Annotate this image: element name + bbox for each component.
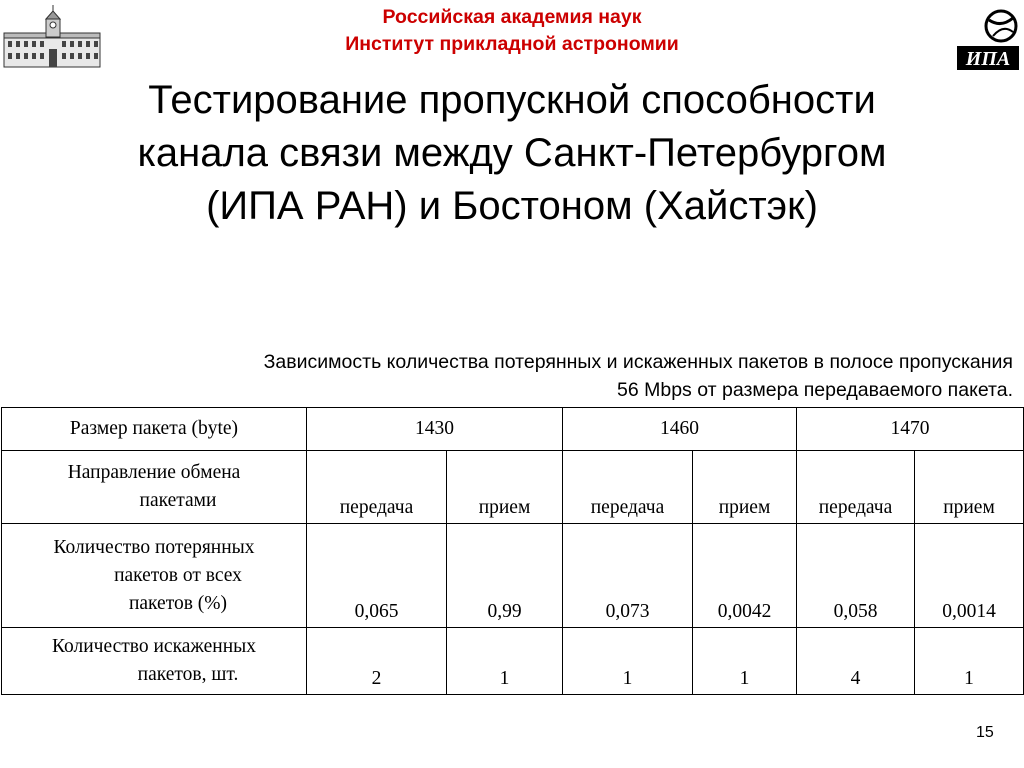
header-line-2: Институт прикладной астрономии [345,33,679,55]
direction-label-cell [2,451,307,524]
lost-value-cell: 0,058 [797,524,915,628]
lost-label-line-1: Количество потерянных [53,536,255,558]
size-1460-cell: 1460 [563,408,797,451]
title-line-3: (ИПА РАН) и Бостоном (Хайстэк) [206,184,818,228]
institution-header [0,4,1024,58]
slide-title [0,74,1024,233]
size-1470-cell: 1470 [797,408,1024,451]
caption-line-2: 56 Mbps от размера передаваемого пакета. [617,379,1013,401]
logo-text: ИПА [965,48,1011,70]
distorted-label-cell [2,628,307,695]
lost-value-cell: 0,065 [307,524,447,628]
ipa-logo-icon [955,6,1021,72]
direction-cell: передача [563,451,693,524]
direction-cell: прием [915,451,1024,524]
caption-line-1: Зависимость количества потерянных и искаженных пакетов в полосе пропускания [263,351,1013,373]
lost-value-cell: 0,0042 [693,524,797,628]
page-number: 15 [976,724,994,741]
distorted-value-cell: 1 [693,628,797,695]
packet-loss-table [1,407,1024,695]
table-row [2,524,1024,628]
distorted-value-cell: 2 [307,628,447,695]
distorted-value-cell: 1 [447,628,563,695]
lost-value-cell: 0,0014 [915,524,1024,628]
table-row [2,451,1024,524]
lost-label-cell [2,524,307,628]
direction-cell: передача [797,451,915,524]
header-line-1: Российская академия наук [382,6,642,28]
distorted-value-cell: 1 [915,628,1024,695]
direction-cell: прием [693,451,797,524]
direction-cell: передача [307,451,447,524]
title-line-2: канала связи между Санкт-Петербургом [137,131,887,175]
size-1430-cell: 1430 [307,408,563,451]
direction-label-line-1: Направление обмена [67,462,241,483]
building-logo-icon [2,3,102,69]
distorted-value-cell: 4 [797,628,915,695]
lost-label-line-3: пакетов (%) [128,592,228,614]
table-row [2,408,1024,451]
distorted-label-line-1: Количество искаженных [51,636,257,657]
direction-cell: прием [447,451,563,524]
lost-value-cell: 0,99 [447,524,563,628]
title-line-1: Тестирование пропускной способности [148,78,876,122]
table-row [2,628,1024,695]
table-caption [23,348,1013,404]
lost-label-line-2: пакетов от всех [114,564,242,586]
lost-value-cell: 0,073 [563,524,693,628]
distorted-label-line-2: пакетов, шт. [137,664,239,685]
direction-label-line-2: пакетами [139,490,217,511]
size-label-cell: Размер пакета (byte) [2,408,307,451]
distorted-value-cell: 1 [563,628,693,695]
